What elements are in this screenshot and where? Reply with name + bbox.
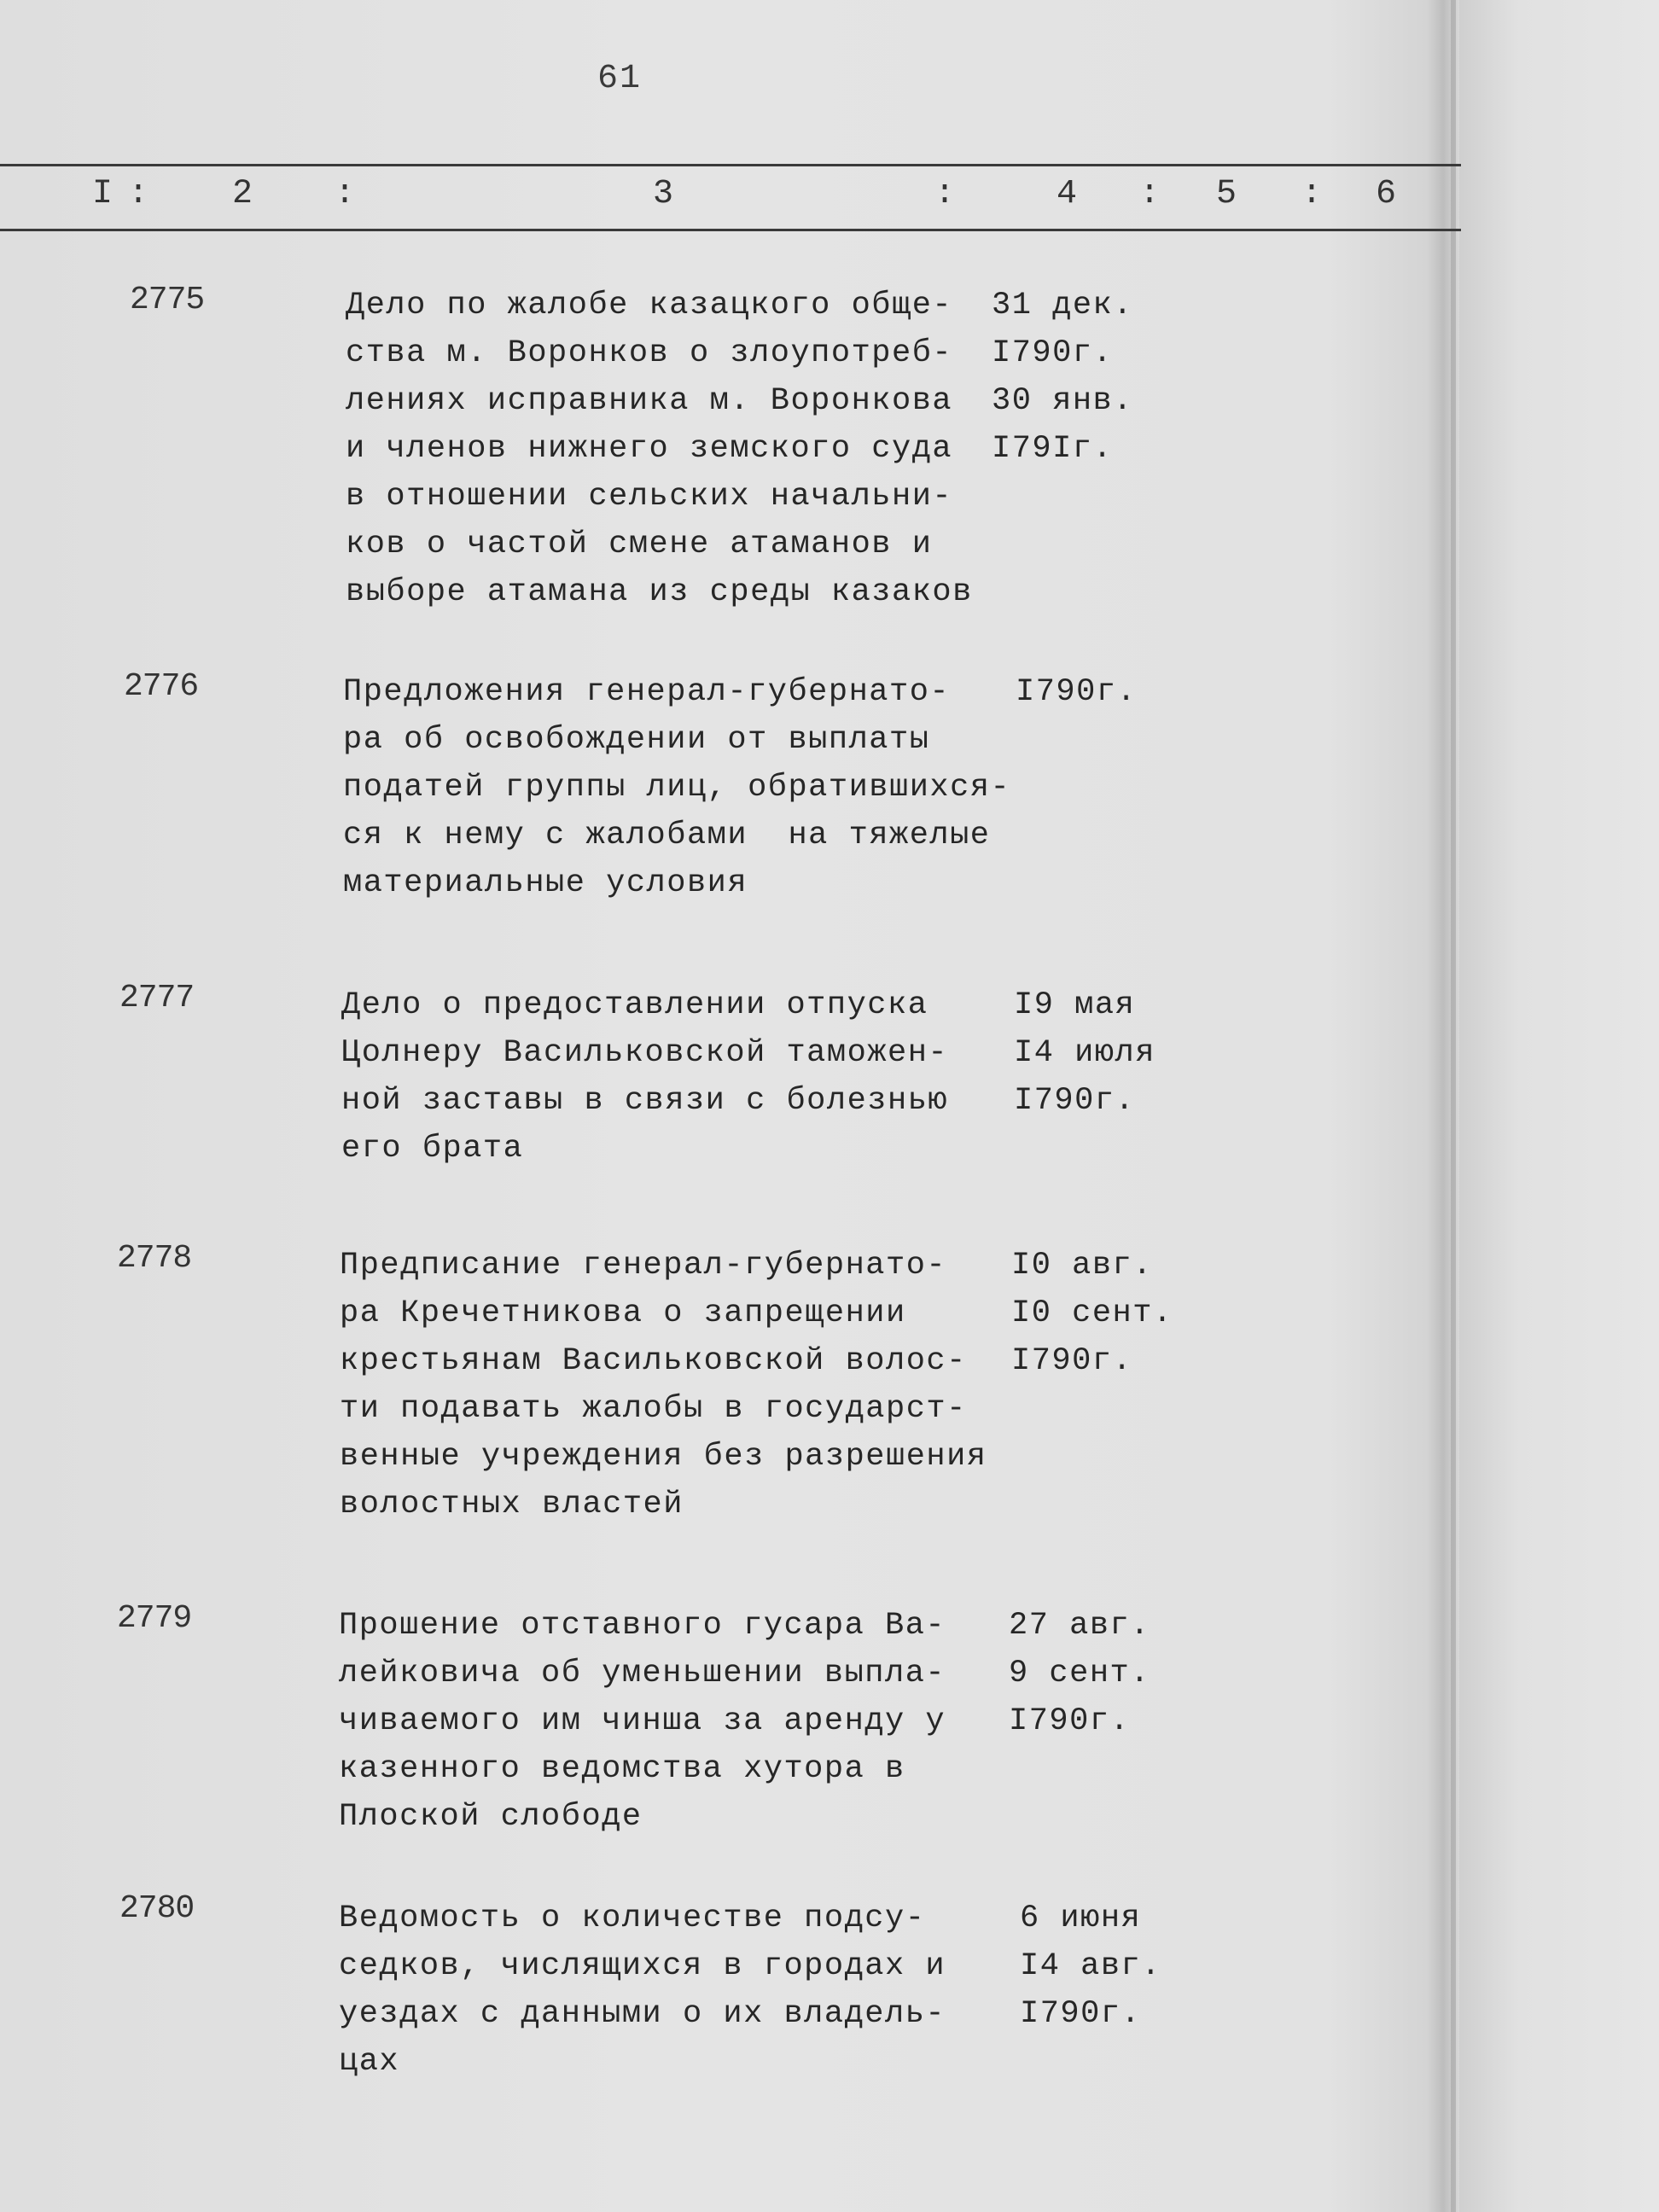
entry-dates: 27 авг. 9 сент. I790г. xyxy=(1009,1608,1150,1739)
sheet-edge-shadow xyxy=(1451,0,1456,2212)
entry-dates: I790г. xyxy=(1016,674,1138,710)
entry-number: 2779 xyxy=(117,1600,192,1637)
entry-title: Дело о предоставлении отпуска Цолнеру Васильковской таможен- ной заставы в связи с болезнью его брата xyxy=(341,987,949,1167)
column-separator: : xyxy=(1139,175,1161,213)
underlying-sheet xyxy=(1459,0,1659,2212)
entry-dates: 31 дек. I790г. 30 янв. I79Iг. xyxy=(992,288,1133,467)
header-rule-bottom xyxy=(0,229,1461,231)
entry-number: 2778 xyxy=(117,1240,192,1277)
header-rule-top xyxy=(0,164,1461,166)
entry-title: Предписание генерал-губернато- ра Кречетникова о запрещении крестьянам Васильковской волос- ти подавать жалобы в государст- венные учреждения без разрешения волостных властей xyxy=(340,1248,987,1522)
entry-number: 2776 xyxy=(124,668,199,705)
column-header-3: 3 xyxy=(653,175,674,213)
entry-dates: 6 июня I4 авг. I790г. xyxy=(1020,1901,1161,2032)
page-number: 61 xyxy=(597,60,643,98)
column-separator: : xyxy=(934,175,956,213)
entry-number: 2780 xyxy=(119,1890,195,1927)
column-header-5: 5 xyxy=(1216,175,1237,213)
column-separator: : xyxy=(335,175,356,213)
entry-number: 2775 xyxy=(130,282,205,318)
column-header-6: 6 xyxy=(1376,175,1397,213)
entry-dates: I9 мая I4 июля I790г. xyxy=(1014,987,1155,1119)
column-separator: : xyxy=(1301,175,1323,213)
entry-dates: I0 авг. I0 сент. I790г. xyxy=(1011,1248,1173,1379)
column-header-2: 2 xyxy=(232,175,253,213)
entry-title: Дело по жалобе казацкого обще- ства м. Воронков о злоупотреб- лениях исправника м. Воронкова и членов нижнего земского суда в отношении сельских начальни- ков о частой смене атаманов и выборе атамана из среды казаков xyxy=(346,288,973,610)
column-header-1: I xyxy=(92,175,114,213)
entry-title: Ведомость о количестве подсу- седков, числящихся в городах и уездах с данными о их владель- цах xyxy=(339,1901,946,2080)
entry-number: 2777 xyxy=(119,980,195,1016)
column-header-4: 4 xyxy=(1057,175,1078,213)
column-separator: : xyxy=(128,175,149,213)
entry-title: Предложения генерал-губернато- ра об освобождении от выплаты податей группы лиц, обратившихся- ся к нему с жалобами на тяжелые материальные условия xyxy=(343,674,1011,901)
entry-title: Прошение отставного гусара Ва- лейковича об уменьшении выпла- чиваемого им чинша за аренду у казенного ведомства хутора в Плоской слободе xyxy=(339,1608,946,1835)
